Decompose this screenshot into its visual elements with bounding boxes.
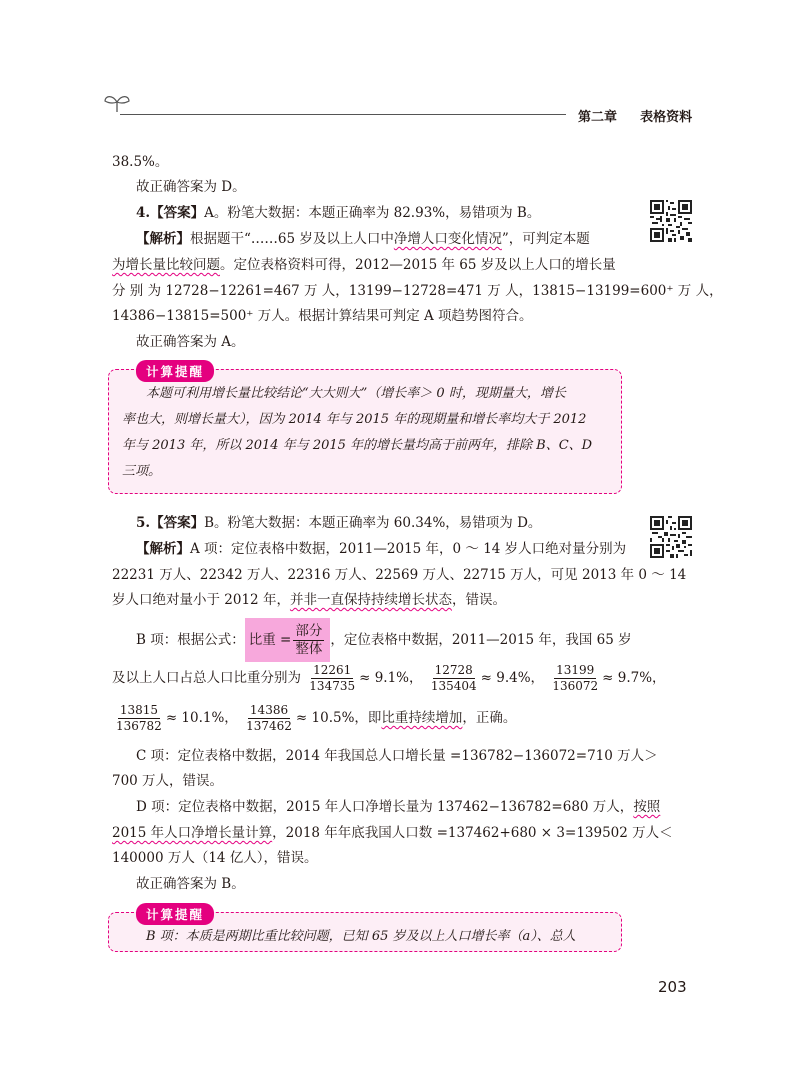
answer-text: B。粉笔大数据：本题正确率为 60.34%，易错项为 D。 bbox=[204, 515, 542, 531]
fraction-value: ≈ 9.4%， bbox=[480, 670, 545, 686]
fraction bbox=[307, 663, 357, 694]
formula-lhs: 比重 = bbox=[248, 632, 292, 648]
denominator: 135404 bbox=[430, 679, 477, 693]
chapter-label: 第二章 bbox=[578, 110, 618, 125]
tip-text: 三项。 bbox=[122, 464, 162, 479]
q4-analysis-2 bbox=[112, 255, 616, 275]
numerator: 12261 bbox=[313, 663, 352, 677]
fraction-value: ≈ 10.5%，即 bbox=[295, 710, 382, 726]
fraction bbox=[550, 663, 600, 694]
tip-text: 率也大，则增长量大），因为 2014 年与 2015 年的现期量和增长率均大于 2012 bbox=[122, 412, 587, 427]
text-line: 故正确答案为 D。 bbox=[136, 179, 246, 195]
q5-analysis-1 bbox=[136, 539, 626, 559]
underlined-text: 按照 bbox=[633, 799, 661, 815]
fraction-value: ≈ 9.1%， bbox=[359, 670, 423, 686]
q5-b-line-1 bbox=[136, 618, 632, 662]
fraction bbox=[114, 703, 164, 734]
page-number: 203 bbox=[658, 978, 687, 996]
chapter-title: 表格资料 bbox=[640, 110, 693, 125]
answer-label: 5.【答案】 bbox=[136, 515, 205, 531]
denominator: 136072 bbox=[552, 679, 599, 693]
text-segment: ，2018 年年底我国人口数 =137462+680 × 3=139502 万人＜ bbox=[272, 825, 673, 841]
text-line: 700 万人，错误。 bbox=[112, 773, 224, 789]
text-line: 140000 万人（14 亿人），错误。 bbox=[112, 850, 318, 866]
text-line: 故正确答案为 A。 bbox=[136, 334, 245, 350]
formula-highlight bbox=[245, 618, 331, 662]
q5-b-line-2 bbox=[112, 660, 666, 696]
underlined-text: 2015 年人口净增长量计算 bbox=[112, 825, 273, 841]
text-segment: 。定位表格资料可得，2012—2015 年 65 岁及以上人口的增长量 bbox=[220, 257, 616, 273]
header-chapter bbox=[578, 106, 692, 125]
formula-numerator: 部分 bbox=[295, 622, 323, 639]
qr-code-icon bbox=[650, 516, 692, 558]
formula-denominator: 整体 bbox=[295, 640, 323, 657]
text-segment: ”，可判定本题 bbox=[501, 231, 590, 247]
fraction bbox=[429, 663, 479, 694]
tip-tag: 计算提醒 bbox=[136, 360, 214, 382]
text-segment: ，正确。 bbox=[462, 710, 517, 726]
text-line: 故正确答案为 B。 bbox=[136, 876, 245, 892]
numerator: 13199 bbox=[556, 663, 595, 677]
denominator: 136782 bbox=[116, 719, 162, 733]
answer-text: A。粉笔大数据：本题正确率为 82.93%，易错项为 B。 bbox=[204, 205, 541, 221]
denominator: 134735 bbox=[309, 679, 356, 693]
tip-text: 本题可利用增长量比较结论“大大则大”（增长率＞ 0 时，现期量大，增长 bbox=[146, 386, 566, 401]
text-line: 38.5%。 bbox=[112, 154, 169, 170]
qr-code-icon bbox=[650, 200, 692, 242]
numerator: 13815 bbox=[119, 703, 158, 717]
underlined-text: 净增人口变化情况 bbox=[393, 231, 502, 247]
text-line: C 项：定位表格中数据，2014 年我国总人口增长量 =136782−136072=710 万人＞ bbox=[136, 748, 658, 764]
denominator: 137462 bbox=[246, 719, 292, 733]
q5-d-line-1 bbox=[136, 797, 660, 817]
underlined-text: 比重持续增加 bbox=[381, 710, 463, 726]
q4-analysis-1 bbox=[136, 229, 590, 249]
header-rule bbox=[120, 114, 566, 115]
text-line: 14386−13815=500⁺ 万人。根据计算结果可判定 A 项趋势图符合。 bbox=[112, 308, 533, 324]
underlined-text: 为增长量比较问题 bbox=[112, 257, 220, 273]
text-segment: B 项：根据公式： bbox=[136, 632, 245, 648]
text-segment: 及以上人口占总人口比重分别为 bbox=[112, 670, 301, 686]
text-line: 分 别 为 12728−12261=467 万 人，13199−12728=471 万 人，13815−13199=600⁺ 万 人， bbox=[112, 283, 723, 299]
text-segment: ，错误。 bbox=[451, 592, 506, 608]
q5-analysis-3 bbox=[112, 590, 506, 610]
fraction-value: ≈ 9.7%， bbox=[602, 670, 666, 686]
q5-d-line-2 bbox=[112, 823, 673, 843]
tip-text: 年与 2013 年，所以 2014 年与 2015 年的增长量均高于前两年，排除 B、C、D bbox=[122, 438, 593, 453]
sprout-icon bbox=[102, 92, 132, 114]
analysis-label: 【解析】 bbox=[136, 541, 190, 557]
text-line: 22231 万人、22342 万人、22316 万人、22569 万人、22715 万人，可见 2013 年 0 ～ 14 bbox=[112, 567, 687, 583]
text-segment: 根据题干“……65 岁及以上人口中 bbox=[190, 231, 394, 247]
tip-text: B 项：本质是两期比重比较问题，已知 65 岁及以上人口增长率（a）、总人 bbox=[146, 929, 576, 944]
text-segment: 岁人口绝对量小于 2012 年， bbox=[112, 592, 290, 608]
numerator: 12728 bbox=[434, 663, 473, 677]
fraction-value: ≈ 10.1%， bbox=[165, 710, 238, 726]
tip-tag: 计算提醒 bbox=[136, 903, 214, 925]
underlined-text: 并非一直保持持续增长状态 bbox=[289, 592, 452, 608]
answer-label: 4.【答案】 bbox=[136, 205, 205, 221]
q4-answer bbox=[136, 203, 540, 223]
text-segment: D 项：定位表格中数据，2015 年人口净增长量为 137462−136782=680 万人， bbox=[136, 799, 634, 815]
fraction bbox=[244, 703, 294, 734]
q5-answer bbox=[136, 513, 541, 533]
q5-b-line-3 bbox=[112, 700, 516, 736]
text-segment: A 项：定位表格中数据，2011—2015 年，0 ～ 14 岁人口绝对量分别为 bbox=[190, 541, 627, 557]
analysis-label: 【解析】 bbox=[136, 231, 190, 247]
numerator: 14386 bbox=[249, 703, 289, 717]
text-segment: ，定位表格中数据，2011—2015 年，我国 65 岁 bbox=[330, 632, 632, 648]
